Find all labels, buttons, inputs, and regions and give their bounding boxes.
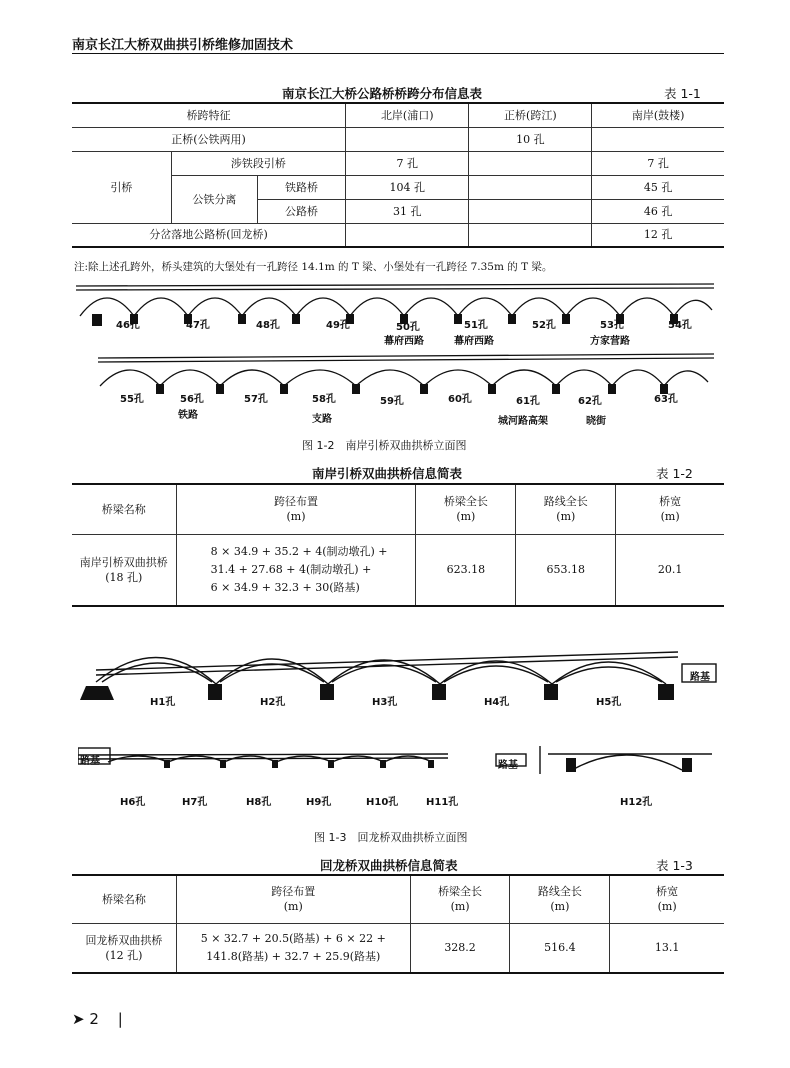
t1-cell: 7 孔 — [592, 151, 724, 175]
span-label: 46孔 — [116, 320, 140, 331]
t2-header-text: 路线全长 — [543, 495, 588, 509]
span-label: H10孔 — [366, 797, 399, 808]
t3-cell: 13.1 — [610, 923, 724, 973]
span-label: 51孔 — [464, 320, 488, 331]
t2-unit: (m) — [456, 510, 476, 524]
span-label: 50孔 — [396, 322, 420, 333]
t1-cell: 31 孔 — [346, 199, 469, 223]
page-footer — [72, 1010, 123, 1028]
t2-name: 南岸引桥双曲拱桥 — [79, 555, 168, 569]
span-label: 55孔 — [120, 394, 144, 405]
t3-header — [176, 875, 410, 923]
road-label: 路基 — [690, 672, 710, 683]
span-label: 63孔 — [654, 394, 678, 405]
road-label: 晓街 — [586, 416, 606, 427]
t1-header: 南岸(鼓楼) — [592, 103, 724, 127]
t3-name: (12 孔) — [105, 948, 143, 962]
t3-cell: 328.2 — [410, 923, 510, 973]
t1-cell: 涉铁段引桥 — [171, 151, 345, 175]
road-label: 方家营路 — [590, 336, 630, 347]
t3-unit: (m) — [450, 900, 470, 914]
table2-title: 南岸引桥双曲拱桥信息简表 — [312, 466, 463, 481]
t1-cell — [592, 127, 724, 151]
t3-unit: (m) — [550, 900, 570, 914]
t3-header-text: 路线全长 — [537, 885, 582, 899]
t2-span-line: 8 × 34.9 + 35.2 + 4(制动墩孔) + — [210, 544, 388, 558]
road-label: 路基 — [498, 760, 518, 771]
span-label: 58孔 — [312, 394, 336, 405]
t2-cell: 20.1 — [616, 534, 724, 606]
t3-header — [610, 875, 724, 923]
t1-cell: 正桥(公铁两用) — [72, 127, 346, 151]
t3-unit: (m) — [283, 900, 303, 914]
t2-header: 桥梁名称 — [72, 484, 176, 534]
t3-unit: (m) — [657, 900, 677, 914]
page-number: 2 — [89, 1010, 99, 1028]
arrow-icon: ➤ — [72, 1010, 85, 1028]
road-label: 幕府西路 — [454, 336, 494, 347]
t1-cell — [469, 175, 592, 199]
t3-header — [410, 875, 510, 923]
t1-cell: 12 孔 — [592, 223, 724, 247]
span-label: H12孔 — [620, 797, 653, 808]
t2-header-text: 跨径布置 — [273, 495, 318, 509]
t1-cell: 45 孔 — [592, 175, 724, 199]
t2-header-text: 桥宽 — [659, 495, 682, 509]
span-label: 53孔 — [600, 320, 624, 331]
span-label: H2孔 — [260, 697, 286, 708]
figure2-caption: 图 1-2 南岸引桥双曲拱桥立面图 — [302, 439, 467, 452]
table1-note: 注:除上述孔跨外，桥头建筑的大堡处有一孔跨径 14.1m 的 T 梁、小堡处有一孔跨径 7.35m 的 T 梁。 — [74, 261, 553, 273]
t1-cell — [469, 223, 592, 247]
t2-header — [516, 484, 616, 534]
table3 — [72, 874, 724, 974]
span-label: 56孔 — [180, 394, 204, 405]
t1-cell: 分岔落地公路桥(回龙桥) — [72, 223, 346, 247]
span-label: 62孔 — [578, 396, 602, 407]
t3-span-line: 141.8(路基) + 32.7 + 25.9(路基) — [206, 949, 381, 963]
span-label: H7孔 — [182, 797, 208, 808]
t2-header-text: 桥梁全长 — [443, 495, 488, 509]
span-label: 61孔 — [516, 396, 540, 407]
t2-name: (18 孔) — [105, 570, 143, 584]
t1-cell: 公铁分离 — [171, 175, 257, 223]
t2-cell — [72, 534, 176, 606]
t3-header: 桥梁名称 — [72, 875, 176, 923]
t1-header: 正桥(跨江) — [469, 103, 592, 127]
t3-header-text: 桥宽 — [656, 885, 679, 899]
span-label: H5孔 — [596, 697, 622, 708]
table1-number: 表 1-1 — [664, 86, 701, 101]
huilong-bridge-elevation-drawing — [78, 640, 718, 790]
span-label: H9孔 — [306, 797, 332, 808]
figure3-caption: 图 1-3 回龙桥双曲拱桥立面图 — [314, 831, 468, 844]
span-label: H6孔 — [120, 797, 146, 808]
t3-name: 回龙桥双曲拱桥 — [85, 933, 163, 947]
road-label: 铁路 — [178, 410, 198, 421]
t2-cell — [176, 534, 416, 606]
t3-header-text: 桥梁全长 — [438, 885, 483, 899]
span-label: 48孔 — [256, 320, 280, 331]
t3-cell — [72, 923, 176, 973]
span-label: 54孔 — [668, 320, 692, 331]
span-label: H1孔 — [150, 697, 176, 708]
running-title: 南京长江大桥双曲拱引桥维修加固技术 — [72, 38, 294, 53]
road-label: 幕府西路 — [384, 336, 424, 347]
span-label: H4孔 — [484, 697, 510, 708]
span-label: 59孔 — [380, 396, 404, 407]
t1-header: 北岸(浦口) — [346, 103, 469, 127]
span-label: 60孔 — [448, 394, 472, 405]
t3-cell — [176, 923, 410, 973]
road-label: 城河路高架 — [498, 416, 548, 427]
t1-cell: 公路桥 — [257, 199, 345, 223]
t1-cell: 46 孔 — [592, 199, 724, 223]
road-label: 支路 — [312, 414, 332, 425]
t1-cell: 104 孔 — [346, 175, 469, 199]
t3-span-line: 5 × 32.7 + 20.5(路基) + 6 × 22 + — [200, 931, 386, 945]
t3-cell: 516.4 — [510, 923, 610, 973]
t2-header — [416, 484, 516, 534]
footer-divider: | — [117, 1010, 123, 1028]
span-label: 52孔 — [532, 320, 556, 331]
span-label: 57孔 — [244, 394, 268, 405]
t1-cell — [469, 151, 592, 175]
table2-number: 表 1-2 — [656, 466, 693, 481]
t3-header — [510, 875, 610, 923]
t2-unit: (m) — [286, 510, 306, 524]
t1-cell — [346, 127, 469, 151]
road-label: 路基 — [80, 756, 100, 767]
t2-cell: 623.18 — [416, 534, 516, 606]
t1-cell — [469, 199, 592, 223]
span-label: H3孔 — [372, 697, 398, 708]
t2-unit: (m) — [660, 510, 680, 524]
t2-header — [616, 484, 724, 534]
t1-cell: 引桥 — [72, 151, 171, 223]
t2-span-line: 31.4 + 27.68 + 4(制动墩孔) + — [210, 562, 372, 576]
table1-title: 南京长江大桥公路桥桥跨分布信息表 — [282, 86, 483, 101]
span-label: 47孔 — [186, 320, 210, 331]
span-label: H8孔 — [246, 797, 272, 808]
span-label: H11孔 — [426, 797, 459, 808]
table1 — [72, 102, 724, 248]
t1-header: 桥跨特征 — [72, 103, 346, 127]
t1-cell — [346, 223, 469, 247]
t1-cell: 7 孔 — [346, 151, 469, 175]
t2-header — [176, 484, 416, 534]
header-rule — [72, 53, 724, 54]
span-label: 49孔 — [326, 320, 350, 331]
t2-span-line: 6 × 34.9 + 32.3 + 30(路基) — [210, 580, 360, 594]
table3-title: 回龙桥双曲拱桥信息简表 — [320, 858, 458, 873]
table3-number: 表 1-3 — [656, 858, 693, 873]
t3-header-text: 跨径布置 — [271, 885, 316, 899]
t1-cell: 10 孔 — [469, 127, 592, 151]
t2-unit: (m) — [556, 510, 576, 524]
t1-cell: 铁路桥 — [257, 175, 345, 199]
t2-cell: 653.18 — [516, 534, 616, 606]
table2 — [72, 483, 724, 607]
